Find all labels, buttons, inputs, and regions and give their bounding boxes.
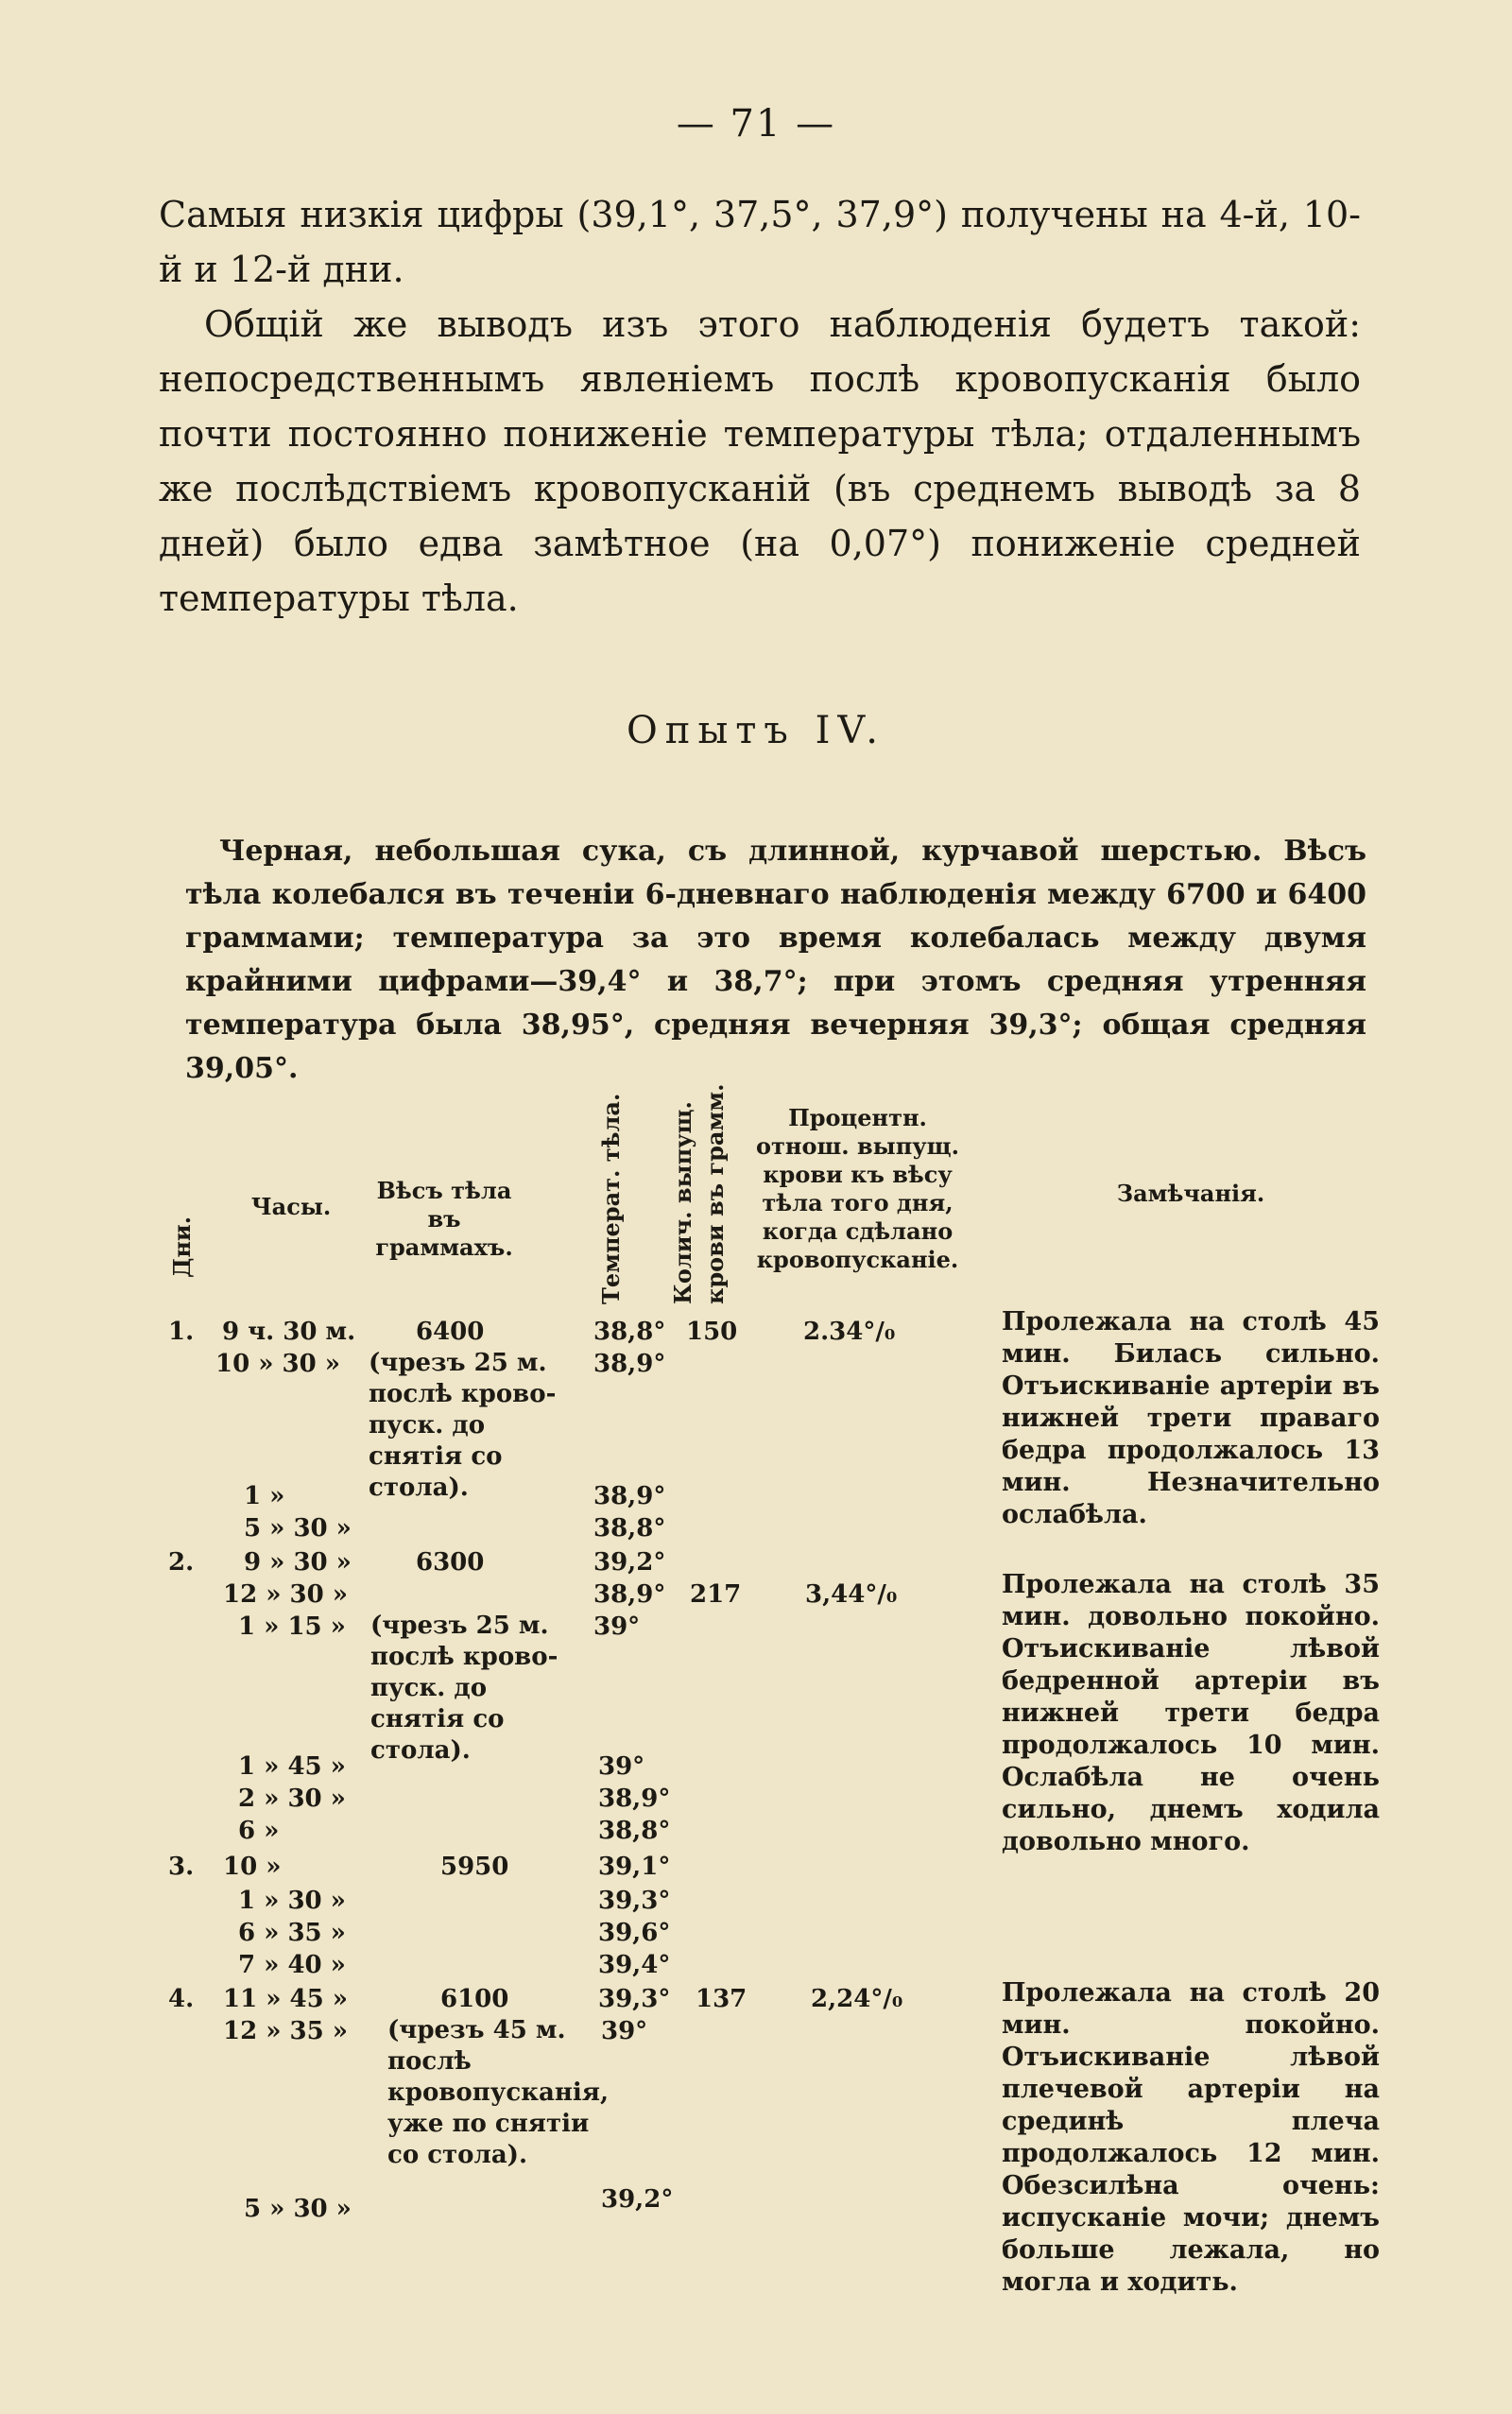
cell-temp: 38,9°	[593, 1580, 666, 1609]
cell-temp: 39,2°	[593, 1548, 666, 1577]
cell-temp: 39,1°	[598, 1853, 671, 1881]
experiment-description: Черная, небольшая сука, съ длинной, курчавой шерстью. Вѣсъ тѣла колебался въ теченіи 6-дневнаго наблюденія между 6700 и 6400 граммами; температура за это время колебалась между двумя крайними цифрами—39,4° и 38,7°; при этомъ средняя утренняя температура была 38,95°, средняя вечерняя 39,3°; общая средняя 39,05°.	[185, 835, 1366, 1085]
cell-temp: 39°	[598, 1752, 645, 1781]
cell-weight: 6400	[416, 1318, 485, 1346]
cell-temp: 39°	[601, 2017, 648, 2045]
cell-time: 5 » 30 »	[244, 2195, 352, 2223]
cell-temp: 39,4°	[598, 1951, 671, 1979]
cell-temp: 39,2°	[601, 2185, 674, 2214]
cell-time: 6 » 35 »	[238, 1919, 346, 1947]
cell-temp: 38,8°	[593, 1514, 666, 1543]
cell-weight: (чрезъ 25 м. послѣ крово-пуск. до снятія со стола).	[369, 1349, 557, 1502]
cell-time: 10 »	[223, 1853, 282, 1881]
cell-blood: 217	[690, 1580, 742, 1609]
cell-time: 1 » 45 »	[238, 1752, 346, 1781]
cell-time: 7 » 40 »	[238, 1951, 346, 1979]
header-weight: Вѣсъ тѣла въ граммахъ.	[375, 1177, 513, 1261]
header-blood-1: Колич. выпущ.	[669, 1101, 696, 1304]
cell-time: 12 » 30 »	[223, 1580, 349, 1609]
header-day: Дни.	[168, 1216, 196, 1278]
cell-temp: 38,9°	[598, 1785, 671, 1813]
cell-time: 1 » 15 »	[238, 1612, 346, 1641]
note-day-2: Пролежала на столѣ 35 мин. довольно покойно. Отъискиваніе лѣвой бедренной артеріи въ нижней трети бедра продолжалось 10 мин. Ослабѣла не очень сильно, днемъ ходила довольно много.	[1002, 1570, 1380, 1856]
cell-day: 2.	[168, 1548, 195, 1577]
cell-weight: (чрезъ 25 м. послѣ крово-пуск. до снятія со стола).	[370, 1612, 558, 1765]
cell-temp: 39,6°	[598, 1919, 671, 1947]
cell-time: 11 » 45 »	[223, 1985, 349, 2013]
cell-time: 5 » 30 »	[244, 1514, 352, 1543]
cell-blood: 150	[686, 1318, 738, 1346]
cell-time: 6 »	[238, 1817, 280, 1845]
cell-time: 10 » 30 »	[215, 1350, 341, 1378]
note-day-1: Пролежала на столѣ 45 мин. Билась сильно. Отъискиваніе артеріи въ нижней трети праваго бедра продолжалось 13 мин. Незначительно ослабѣла.	[1002, 1307, 1380, 1529]
intro-paragraph-1: Самыя низкія цифры (39,1°, 37,5°, 37,9°) получены на 4-й, 10-й и 12-й дни.	[159, 194, 1361, 290]
cell-temp: 38,8°	[593, 1318, 666, 1346]
cell-time: 12 » 35 »	[223, 2017, 349, 2045]
intro-text	[159, 187, 1361, 626]
header-notes: Замѣчанія.	[1116, 1180, 1265, 1207]
cell-weight: (чрезъ 45 м. послѣ кровопусканія, уже по снятіи со стола).	[387, 2016, 609, 2169]
cell-temp: 38,8°	[598, 1817, 671, 1845]
header-temperature: Темперaт. тѣла.	[597, 1093, 625, 1304]
cell-weight: 6300	[416, 1548, 485, 1577]
cell-blood: 137	[696, 1985, 747, 2013]
cell-temp: 39,3°	[598, 1887, 671, 1915]
cell-time: 1 »	[244, 1482, 285, 1510]
cell-temp: 38,9°	[593, 1482, 666, 1510]
cell-percent: 2,24°/₀	[811, 1985, 903, 2013]
cell-time: 9 » 30 »	[244, 1548, 352, 1577]
cell-time: 1 » 30 »	[238, 1887, 346, 1915]
cell-weight: 6100	[440, 1985, 509, 2013]
cell-day: 1.	[168, 1318, 195, 1346]
intro-paragraph-2: Общій же выводъ изъ этого наблюденія будетъ такой: непосредственнымъ явленіемъ послѣ кровопусканія было почти постоянно пониженіе температуры тѣла; отдаленнымъ же послѣдствіемъ кровопусканій (въ среднемъ выводѣ за 8 дней) было едва замѣтное (на 0,07°) пониженіе средней температуры тѣла.	[159, 303, 1361, 619]
cell-percent: 2.34°/₀	[803, 1318, 896, 1346]
note-day-4: Пролежала на столѣ 20 мин. покойно. Отъискиваніе лѣвой плечевой артеріи на срединѣ плеча продолжалось 12 мин. Обезсилѣна очень: испусканіе мочи; днемъ больше лежала, но могла и ходить.	[1002, 1978, 1380, 2297]
page-number: — 71 —	[676, 102, 836, 146]
cell-temp: 38,9°	[593, 1350, 666, 1378]
cell-temp: 39°	[593, 1612, 641, 1641]
header-hours: Часы.	[250, 1193, 332, 1220]
cell-day: 3.	[168, 1853, 195, 1881]
cell-time: 2 » 30 »	[238, 1785, 346, 1813]
cell-weight: 5950	[440, 1853, 509, 1881]
cell-temp: 39,3°	[598, 1985, 671, 2013]
header-blood-2: крови въ грамм.	[701, 1083, 729, 1304]
header-percent: Процентн. отнош. выпущ. крови къ вѣсу тѣла того дня, когда сдѣлано кровопусканіе.	[756, 1104, 959, 1273]
cell-percent: 3,44°/₀	[805, 1580, 898, 1609]
cell-day: 4.	[168, 1985, 195, 2013]
section-heading: Опытъ IV.	[627, 709, 885, 752]
cell-time: 9 ч. 30 м.	[222, 1318, 356, 1346]
